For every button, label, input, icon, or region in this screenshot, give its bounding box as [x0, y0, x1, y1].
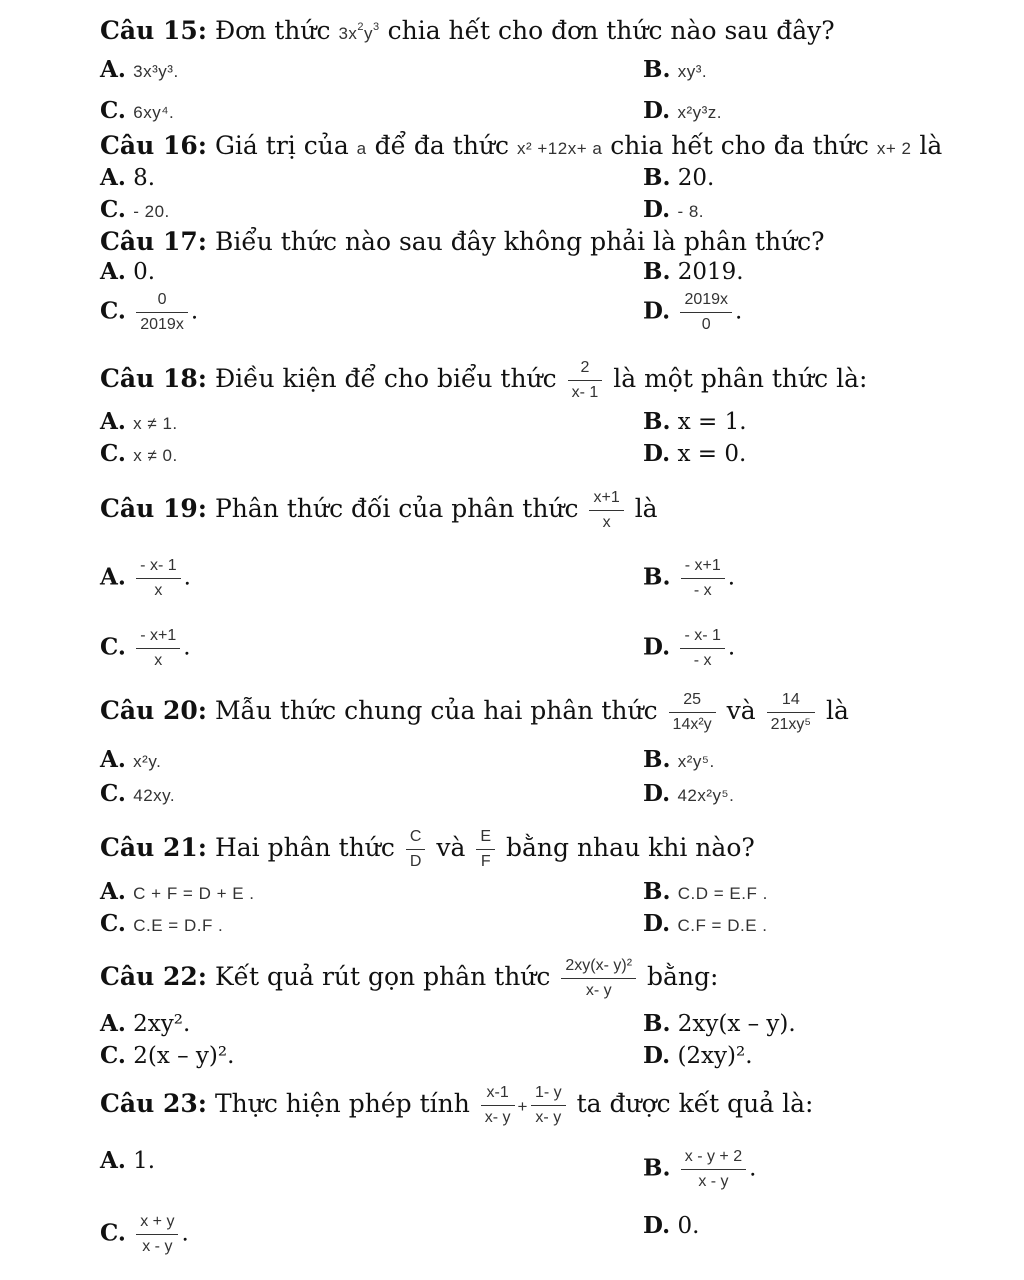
fraction: $\frac{\text{2xy(x- y)²}}{x- y}$ [561, 956, 636, 1001]
question-label: Câu 18: [100, 364, 207, 393]
question-text: bằng nhau khi nào? [506, 833, 755, 862]
question-15 [100, 12, 835, 49]
option-b[interactable]: B. xy³. [643, 56, 708, 83]
option-d[interactable]: D. $\frac{- x- 1}{- x}$ . [643, 627, 736, 669]
option-d[interactable]: D. 42x²y⁵. [643, 780, 735, 807]
question-text: là một phân thức là: [613, 364, 868, 393]
fraction: $\frac{25}{\text{14x²y}}$ [669, 690, 716, 735]
divisor: x+ 2 [876, 139, 912, 158]
question-text: Kết quả rút gọn phân thức [214, 962, 551, 991]
fraction: $\frac{- x+1}{x}$ [136, 626, 180, 671]
question-text: bằng: [646, 962, 719, 991]
option-a[interactable]: A. x ≠ 1. [100, 408, 178, 435]
question-text: Điều kiện để cho biểu thức [214, 364, 557, 393]
option-d[interactable]: D. $\frac{2019x}{0}$ . [643, 291, 743, 333]
option-a[interactable]: A. $\frac{- x- 1}{x}$ . [100, 557, 191, 599]
option-b[interactable]: B. C.D = E.F . [643, 878, 768, 905]
question-17 [100, 227, 825, 257]
question-text: là [634, 494, 658, 523]
question-text: Thực hiện phép tính [214, 1089, 470, 1118]
option-d[interactable]: D. C.F = D.E . [643, 910, 768, 937]
fraction: $\frac{E}{F}$ [476, 827, 495, 872]
fraction: $\frac{C}{D}$ [406, 827, 426, 872]
question-text: Hai phân thức [214, 833, 395, 862]
option-d[interactable]: D. x²y³z. [643, 97, 722, 124]
fraction: $\frac{- x- 1}{- x}$ [680, 626, 724, 671]
question-text: ta được kết quả là: [576, 1089, 814, 1118]
option-a[interactable]: A. C + F = D + E . [100, 878, 255, 905]
question-text: chia hết cho đơn thức nào sau đây? [387, 16, 835, 45]
question-23 [100, 1083, 813, 1128]
question-19 [100, 488, 658, 533]
question-text: Giá trị của [214, 131, 349, 160]
polynomial: x² +12x+ a [516, 139, 603, 158]
option-b[interactable]: B. 2xy(x – y). [643, 1010, 796, 1037]
option-b[interactable]: B. 20. [643, 164, 715, 191]
fraction: $\frac{14}{\text{21xy⁵}}$ [767, 690, 815, 735]
question-21 [100, 827, 755, 872]
question-22 [100, 956, 718, 1001]
question-text: và [436, 833, 466, 862]
option-b[interactable]: B. x = 1. [643, 408, 747, 435]
option-c[interactable]: C. x ≠ 0. [100, 440, 178, 467]
fraction: $\frac{x + y}{x - y}$ [136, 1212, 178, 1257]
fraction: $\frac{2019x}{0}$ [680, 290, 732, 335]
fraction: $\frac{1- y}{x- y}$ [531, 1083, 566, 1128]
question-text: để đa thức [374, 131, 510, 160]
option-d[interactable]: D. 0. [643, 1212, 700, 1239]
fraction: $\frac{2}{x- 1}$ [568, 358, 603, 403]
option-b[interactable]: B. $\frac{x - y + 2}{x - y}$ . [643, 1148, 757, 1190]
option-b[interactable]: B. 2019. [643, 258, 744, 285]
question-text: là [826, 696, 849, 725]
variable: a [356, 139, 367, 158]
question-label: Câu 17: [100, 227, 207, 256]
option-d[interactable]: D. - 8. [643, 196, 705, 223]
question-text: Mẫu thức chung của hai phân thức [214, 696, 658, 725]
option-c[interactable]: C. - 20. [100, 196, 170, 223]
option-b[interactable]: B. $\frac{- x+1}{- x}$ . [643, 557, 736, 599]
option-a[interactable]: A. 2xy². [100, 1010, 191, 1037]
question-text: và [726, 696, 756, 725]
question-label: Câu 23: [100, 1089, 207, 1118]
question-label: Câu 21: [100, 833, 207, 862]
option-c[interactable]: C. 2(x – y)². [100, 1042, 235, 1069]
question-20 [100, 690, 849, 735]
option-d[interactable]: D. x = 0. [643, 440, 747, 467]
question-text: Phân thức đối của phân thức [214, 494, 579, 523]
fraction: $\frac{- x+1}{- x}$ [681, 556, 725, 601]
fraction: $\frac{0}{2019x}$ [136, 290, 188, 335]
fraction: $\frac{- x- 1}{x}$ [136, 556, 180, 601]
question-label: Câu 15: [100, 16, 207, 45]
monomial: $3x^2y^3$ [338, 21, 380, 43]
question-text: Biểu thức nào sau đây không phải là phân thức? [214, 227, 825, 256]
question-label: Câu 16: [100, 131, 207, 160]
fraction: $\frac{x+1}{x}$ [589, 488, 623, 533]
fraction: $\frac{x - y + 2}{x - y}$ [681, 1147, 746, 1192]
option-c[interactable]: C. $\frac{- x+1}{x}$ . [100, 627, 191, 669]
option-a[interactable]: A. 8. [100, 164, 156, 191]
question-16 [100, 131, 942, 164]
question-text: chia hết cho đa thức [610, 131, 869, 160]
option-c[interactable]: C. $\frac{x + y}{x - y}$ . [100, 1213, 189, 1255]
option-b[interactable]: B. x²y⁵. [643, 746, 715, 773]
option-a[interactable]: A. x²y. [100, 746, 162, 773]
option-a[interactable]: A. 1. [100, 1147, 156, 1174]
option-a[interactable]: A. 0. [100, 258, 156, 285]
question-label: Câu 19: [100, 494, 207, 523]
option-c[interactable]: C. $\frac{0}{2019x}$ . [100, 291, 199, 333]
operator: + [517, 1097, 528, 1116]
question-label: Câu 22: [100, 962, 207, 991]
option-c[interactable]: C. 6xy⁴. [100, 97, 175, 124]
option-a[interactable]: A. 3x³y³. [100, 56, 179, 83]
question-text: Đơn thức [214, 16, 331, 45]
question-18 [100, 358, 867, 403]
option-d[interactable]: D. (2xy)². [643, 1042, 753, 1069]
question-label: Câu 20: [100, 696, 207, 725]
question-text: là [919, 131, 943, 160]
option-c[interactable]: C. C.E = D.F . [100, 910, 224, 937]
option-c[interactable]: C. 42xy. [100, 780, 176, 807]
fraction: $\frac{x-1}{x- y}$ [481, 1083, 515, 1128]
